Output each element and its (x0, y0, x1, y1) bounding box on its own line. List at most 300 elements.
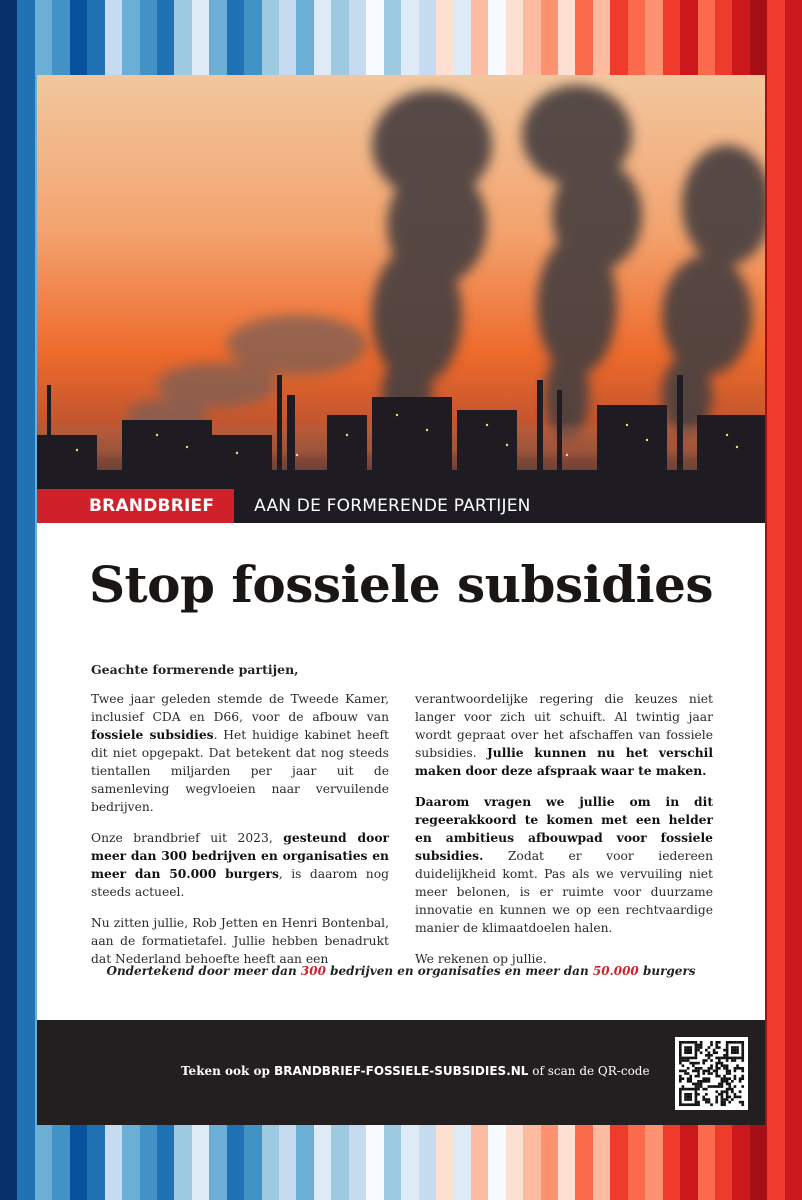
qr-module (679, 1103, 682, 1106)
qr-module (723, 1075, 726, 1078)
website-link[interactable]: BRANDBRIEF-FOSSIELE-SUBSIDIES.NL (274, 1064, 529, 1078)
qr-module (721, 1101, 724, 1104)
qr-module (679, 1046, 682, 1049)
qr-module (695, 1075, 698, 1078)
qr-module (721, 1096, 724, 1099)
qr-module (697, 1070, 700, 1073)
qr-module (708, 1054, 711, 1057)
stripe (767, 0, 784, 1200)
qr-module (708, 1051, 711, 1054)
industrial-smoke-photo (37, 75, 765, 523)
qr-module (741, 1059, 744, 1062)
qr-module (679, 1080, 682, 1083)
qr-module (736, 1046, 739, 1049)
qr-module (726, 1051, 729, 1054)
qr-module (710, 1103, 713, 1106)
qr-module (731, 1088, 734, 1091)
qr-module (689, 1093, 692, 1096)
qr-module (723, 1057, 726, 1060)
qr-module (713, 1049, 716, 1052)
qr-module (705, 1093, 708, 1096)
qr-module (684, 1098, 687, 1101)
qr-module (695, 1044, 698, 1047)
qr-module (721, 1085, 724, 1088)
qr-module (734, 1067, 737, 1070)
qr-module (718, 1067, 721, 1070)
qr-module (687, 1088, 690, 1091)
qr-module (689, 1098, 692, 1101)
qr-module (700, 1044, 703, 1047)
qr-module (715, 1041, 718, 1044)
qr-module (731, 1057, 734, 1060)
qr-module (715, 1090, 718, 1093)
qr-module (679, 1101, 682, 1104)
qr-module (684, 1057, 687, 1060)
qr-module (734, 1093, 737, 1096)
qr-module (679, 1098, 682, 1101)
qr-module (741, 1049, 744, 1052)
qr-module (695, 1103, 698, 1106)
qr-module (679, 1041, 682, 1044)
qr-module (721, 1080, 724, 1083)
qr-module (715, 1067, 718, 1070)
qr-module (682, 1070, 685, 1073)
paragraph: Twee jaar geleden stemde de Tweede Kamer, inclusief CDA en D66, voor de afbouw van fossiele subsidies. Het huidige kabinet heeft dit niet opgepakt. Dat betekent dat nog steeds tientallen miljarden per jaar uit de samenleving wegvloeien naar vervuilende bedrijven. (91, 692, 389, 814)
qr-module (679, 1062, 682, 1065)
qr-module (715, 1072, 718, 1075)
qr-module (726, 1083, 729, 1086)
qr-module (692, 1070, 695, 1073)
qr-module (718, 1059, 721, 1062)
qr-module (684, 1096, 687, 1099)
qr-module (682, 1057, 685, 1060)
qr-module (697, 1075, 700, 1078)
qr-module (726, 1064, 729, 1067)
qr-module (739, 1041, 742, 1044)
qr-module (679, 1054, 682, 1057)
qr-module (721, 1083, 724, 1086)
qr-module (741, 1051, 744, 1054)
qr-module (731, 1049, 734, 1052)
qr-module (689, 1080, 692, 1083)
qr-module (721, 1103, 724, 1106)
paragraph: verantwoordelijke regering die keuzes niet langer voor zich uit schuift. Al twintig jaar wordt gepraat over het afschaffen van fossiele subsidies. Jullie kunnen nu het verschil maken door deze afspraak waar te maken. (415, 692, 713, 778)
qr-module (697, 1101, 700, 1104)
footer (37, 1020, 765, 1125)
qr-module (697, 1046, 700, 1049)
qr-module (702, 1070, 705, 1073)
qr-module (702, 1080, 705, 1083)
qr-module (705, 1054, 708, 1057)
qr-module (721, 1090, 724, 1093)
qr-module (708, 1072, 711, 1075)
qr-module (687, 1103, 690, 1106)
qr-module (741, 1057, 744, 1060)
qr-module (713, 1051, 716, 1054)
qr-module (695, 1093, 698, 1096)
qr-module (715, 1098, 718, 1101)
qr-module (700, 1067, 703, 1070)
qr-module (682, 1077, 685, 1080)
stripe (785, 0, 802, 1200)
qr-module (718, 1046, 721, 1049)
qr-module (679, 1088, 682, 1091)
qr-module (715, 1051, 718, 1054)
qr-module (731, 1041, 734, 1044)
qr-module (708, 1098, 711, 1101)
qr-module (728, 1057, 731, 1060)
qr-module (700, 1051, 703, 1054)
qr-module (695, 1062, 698, 1065)
qr-module (689, 1051, 692, 1054)
qr-module (723, 1054, 726, 1057)
qr-module (705, 1080, 708, 1083)
qr-module (734, 1085, 737, 1088)
qr-module (682, 1088, 685, 1091)
qr-module (692, 1088, 695, 1091)
paragraph: Daarom vragen we jullie om in dit regeerakkoord te komen met een helder en ambitieus afbouwpad voor fossiele subsidies. Zodat er voor iedereen duidelijkheid komt. Pas als we vervuiling niet meer belonen, is er ruimte voor duurzame innovatie en kunnen we op een rechtvaardige manier de klimaatdoelen halen. (415, 794, 713, 935)
qr-module (689, 1077, 692, 1080)
headline: Stop fossiele subsidies (88, 555, 714, 614)
qr-module (731, 1051, 734, 1054)
qr-module (705, 1098, 708, 1101)
qr-module (705, 1088, 708, 1091)
qr-module (687, 1080, 690, 1083)
qr-module (734, 1059, 737, 1062)
qr-module (687, 1057, 690, 1060)
qr-module (689, 1096, 692, 1099)
qr-module (718, 1062, 721, 1065)
qr-module (741, 1046, 744, 1049)
qr-module (731, 1090, 734, 1093)
qr-module (682, 1103, 685, 1106)
qr-module (715, 1046, 718, 1049)
qr-module (723, 1067, 726, 1070)
qr-module (695, 1049, 698, 1052)
qr-module (726, 1093, 729, 1096)
qr-module (728, 1101, 731, 1104)
stripe (17, 0, 34, 1200)
qr-module (689, 1103, 692, 1106)
qr-module (715, 1096, 718, 1099)
qr-module (687, 1077, 690, 1080)
qr-module (726, 1077, 729, 1080)
qr-module (695, 1098, 698, 1101)
qr-module (723, 1080, 726, 1083)
qr-module (697, 1080, 700, 1083)
qr-module (721, 1064, 724, 1067)
qr-module (723, 1103, 726, 1106)
qr-module (687, 1096, 690, 1099)
qr-module (721, 1057, 724, 1060)
qr-module (702, 1088, 705, 1091)
qr-module (697, 1072, 700, 1075)
qr-module (689, 1049, 692, 1052)
qr-module (697, 1062, 700, 1065)
qr-module (723, 1049, 726, 1052)
qr-module (708, 1067, 711, 1070)
qr-module (734, 1096, 737, 1099)
qr-module (684, 1051, 687, 1054)
qr-module (734, 1075, 737, 1078)
qr-module (710, 1059, 713, 1062)
qr-module (710, 1041, 713, 1044)
qr-module (697, 1085, 700, 1088)
qr-module (731, 1080, 734, 1083)
qr-module (734, 1051, 737, 1054)
qr-module (721, 1093, 724, 1096)
qr-module (689, 1088, 692, 1091)
qr-module (710, 1085, 713, 1088)
qr-module (741, 1085, 744, 1088)
qr-module (689, 1075, 692, 1078)
qr-module (726, 1070, 729, 1073)
qr-module (734, 1077, 737, 1080)
qr-module (726, 1098, 729, 1101)
qr-module (739, 1101, 742, 1104)
qr-module (741, 1044, 744, 1047)
paragraph: We rekenen op jullie. (415, 952, 547, 966)
qr-module (734, 1049, 737, 1052)
qr-module (739, 1057, 742, 1060)
stripe (0, 0, 17, 1200)
qr-module (684, 1059, 687, 1062)
qr-module (687, 1049, 690, 1052)
qr-module (679, 1044, 682, 1047)
qr-module (695, 1096, 698, 1099)
qr-module (679, 1090, 682, 1093)
qr-module (726, 1049, 729, 1052)
qr-module (726, 1044, 729, 1047)
footer-text: Teken ook op BRANDBRIEF-FOSSIELE-SUBSIDIES.NL of scan de QR-code (181, 1064, 650, 1078)
qr-module (695, 1090, 698, 1093)
qr-module (689, 1062, 692, 1065)
qr-module (736, 1049, 739, 1052)
qr-module (687, 1098, 690, 1101)
qr-module (741, 1101, 744, 1104)
qr-module (679, 1051, 682, 1054)
qr-module (697, 1049, 700, 1052)
qr-module (710, 1054, 713, 1057)
qr-module (695, 1041, 698, 1044)
qr-module (684, 1070, 687, 1073)
qr-module (705, 1101, 708, 1104)
qr-module (739, 1077, 742, 1080)
qr-module (708, 1070, 711, 1073)
qr-module (715, 1057, 718, 1060)
qr-module (726, 1080, 729, 1083)
qr-module (692, 1041, 695, 1044)
qr-module (718, 1093, 721, 1096)
qr-module (728, 1096, 731, 1099)
qr-module (679, 1077, 682, 1080)
qr-module (695, 1051, 698, 1054)
qr-module (731, 1059, 734, 1062)
qr-module (728, 1088, 731, 1091)
salutation: Geachte formerende partijen, (91, 662, 299, 677)
qr-module (689, 1046, 692, 1049)
qr-module (687, 1041, 690, 1044)
qr-module (689, 1041, 692, 1044)
qr-module (723, 1077, 726, 1080)
qr-module (702, 1096, 705, 1099)
qr-module (736, 1041, 739, 1044)
qr-module (700, 1046, 703, 1049)
qr-module (705, 1070, 708, 1073)
qr-module (715, 1062, 718, 1065)
qr-module (741, 1070, 744, 1073)
qr-module (721, 1077, 724, 1080)
qr-module (741, 1041, 744, 1044)
qr-module (715, 1101, 718, 1104)
qr-module (692, 1083, 695, 1086)
qr-module (721, 1098, 724, 1101)
qr-module (726, 1046, 729, 1049)
qr-module (721, 1062, 724, 1065)
qr-module (741, 1067, 744, 1070)
paragraph: Nu zitten jullie, Rob Jetten en Henri Bontenbal, aan de formatietafel. Jullie hebben benadrukt dat Nederland behoefte heeft aan een (91, 916, 389, 966)
qr-module (710, 1044, 713, 1047)
qr-module (710, 1072, 713, 1075)
qr-module (684, 1041, 687, 1044)
qr-module (682, 1085, 685, 1088)
qr-module (679, 1075, 682, 1078)
qr-module (739, 1090, 742, 1093)
qr-module (679, 1057, 682, 1060)
qr-module (728, 1085, 731, 1088)
qr-module (679, 1049, 682, 1052)
qr-module (695, 1083, 698, 1086)
qr-module (728, 1077, 731, 1080)
qr-module (692, 1103, 695, 1106)
qr-module (705, 1049, 708, 1052)
qr-module (695, 1046, 698, 1049)
qr-module (734, 1070, 737, 1073)
qr-module (695, 1057, 698, 1060)
qr-module (700, 1041, 703, 1044)
banner (37, 489, 551, 523)
qr-module (731, 1046, 734, 1049)
qr-module (736, 1051, 739, 1054)
banner-tag: BRANDBRIEF (37, 489, 234, 523)
qr-module (684, 1049, 687, 1052)
qr-module (713, 1085, 716, 1088)
qr-module (692, 1062, 695, 1065)
qr-module (682, 1041, 685, 1044)
qr-module (726, 1096, 729, 1099)
qr-module (728, 1072, 731, 1075)
qr-module (702, 1059, 705, 1062)
qr-module (715, 1070, 718, 1073)
qr-module (718, 1085, 721, 1088)
qr-module (708, 1077, 711, 1080)
qr-module (723, 1090, 726, 1093)
qr-module (687, 1093, 690, 1096)
qr-module (734, 1041, 737, 1044)
qr-module (710, 1067, 713, 1070)
qr-module (715, 1085, 718, 1088)
qr-module (715, 1044, 718, 1047)
qr-module (695, 1070, 698, 1073)
qr-module (700, 1083, 703, 1086)
qr-module (682, 1064, 685, 1067)
qr-module (734, 1057, 737, 1060)
paragraph: Onze brandbrief uit 2023, gesteund door meer dan 300 bedrijven en organisaties en meer dan 50.000 burgers, is daarom nog steeds actueel. (91, 830, 389, 899)
qr-module (695, 1067, 698, 1070)
qr-module (679, 1070, 682, 1073)
qr-module (687, 1067, 690, 1070)
qr-module (726, 1054, 729, 1057)
signatories-line: Ondertekend door meer dan 300 bedrijven en organisaties en meer dan 50.000 burgers (106, 964, 696, 978)
left-column (91, 690, 389, 981)
qr-module (713, 1070, 716, 1073)
qr-module (739, 1067, 742, 1070)
qr-module (687, 1072, 690, 1075)
qr-module (741, 1077, 744, 1080)
qr-module (697, 1044, 700, 1047)
right-column (415, 690, 713, 981)
qr-module (708, 1080, 711, 1083)
qr-module (684, 1093, 687, 1096)
qr-module (708, 1085, 711, 1088)
qr-code[interactable] (675, 1037, 748, 1110)
qr-module (736, 1057, 739, 1060)
qr-module (687, 1051, 690, 1054)
qr-module (723, 1064, 726, 1067)
qr-module (695, 1085, 698, 1088)
qr-module (710, 1064, 713, 1067)
qr-module (736, 1096, 739, 1099)
qr-module (718, 1075, 721, 1078)
qr-module (708, 1046, 711, 1049)
qr-module (726, 1090, 729, 1093)
qr-module (715, 1075, 718, 1078)
qr-module (684, 1072, 687, 1075)
qr-module (741, 1075, 744, 1078)
poster (37, 75, 765, 1125)
qr-module (702, 1062, 705, 1065)
qr-module (692, 1064, 695, 1067)
qr-module (700, 1085, 703, 1088)
qr-module (697, 1067, 700, 1070)
qr-module (723, 1101, 726, 1104)
qr-module (726, 1041, 729, 1044)
qr-module (736, 1067, 739, 1070)
qr-module (728, 1041, 731, 1044)
qr-module (728, 1070, 731, 1073)
qr-module (700, 1080, 703, 1083)
qr-module (684, 1046, 687, 1049)
qr-module (689, 1057, 692, 1060)
qr-module (687, 1046, 690, 1049)
qr-module (695, 1054, 698, 1057)
qr-module (718, 1057, 721, 1060)
qr-module (684, 1103, 687, 1106)
qr-module (708, 1057, 711, 1060)
qr-module (741, 1103, 744, 1106)
qr-module (687, 1059, 690, 1062)
qr-module (705, 1059, 708, 1062)
qr-module (697, 1093, 700, 1096)
qr-module (708, 1101, 711, 1104)
banner-subtitle: AAN DE FORMERENDE PARTIJEN (254, 496, 531, 516)
qr-module (695, 1088, 698, 1091)
qr-module (695, 1101, 698, 1104)
qr-module (697, 1103, 700, 1106)
qr-module (739, 1096, 742, 1099)
qr-module (702, 1072, 705, 1075)
qr-module (684, 1088, 687, 1091)
